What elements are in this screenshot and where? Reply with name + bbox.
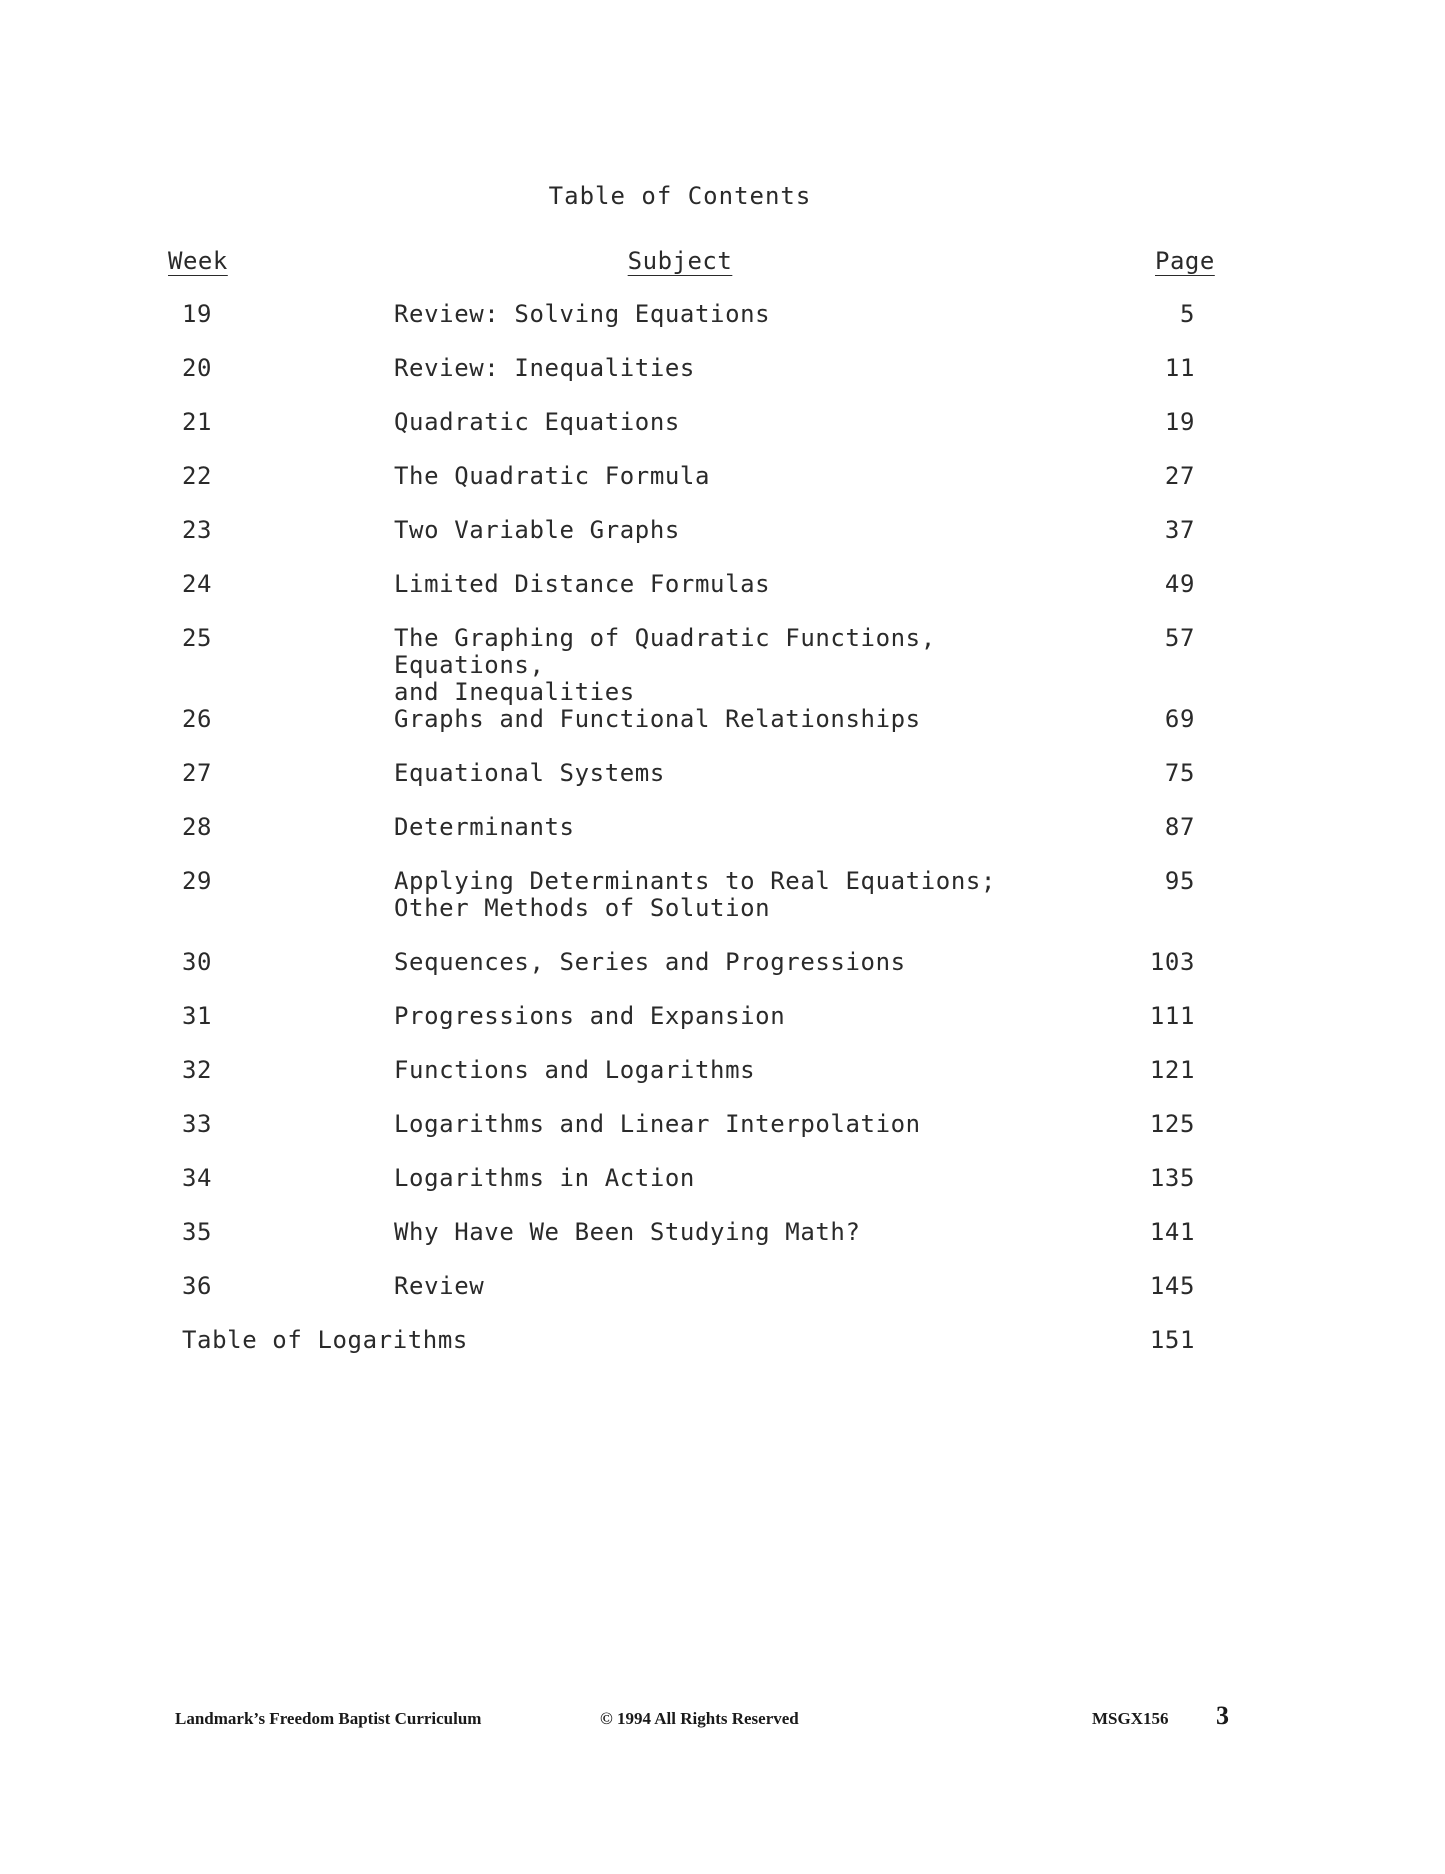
toc-entry-subject: Applying Determinants to Real Equations; Other Methods of Solution: [394, 867, 996, 922]
toc-entry-page: 69: [1164, 705, 1195, 733]
toc-entry-subject: The Quadratic Formula: [394, 462, 711, 490]
toc-entry-subject: The Graphing of Quadratic Functions, Equations, and Inequalities: [394, 624, 936, 706]
footer-copyright: © 1994 All Rights Reserved: [600, 1709, 799, 1728]
toc-entry-page: 11: [1164, 354, 1195, 382]
toc-entry-week: 28: [182, 813, 213, 841]
toc-entry-subject: Logarithms in Action: [394, 1164, 695, 1192]
toc-entry-page: 37: [1164, 516, 1195, 544]
toc-entry-page: 49: [1164, 570, 1195, 598]
footer-page-number: 3: [1216, 1701, 1229, 1730]
toc-entry-page: 135: [1149, 1164, 1195, 1192]
toc-entry-week: 22: [182, 462, 213, 490]
toc-entry-week: 36: [182, 1272, 213, 1300]
toc-entry-subject: Functions and Logarithms: [394, 1056, 756, 1084]
toc-entry-subject: Sequences, Series and Progressions: [394, 948, 906, 976]
toc-entry-subject: Quadratic Equations: [394, 408, 680, 436]
toc-entry-week: 26: [182, 705, 213, 733]
toc-entry-subject: Progressions and Expansion: [394, 1002, 786, 1030]
toc-entry-page: 103: [1149, 948, 1195, 976]
toc-entry-week: 23: [182, 516, 213, 544]
toc-entry-page: 121: [1149, 1056, 1195, 1084]
toc-entry-subject: Why Have We Been Studying Math?: [394, 1218, 861, 1246]
toc-entry-page: 95: [1164, 867, 1195, 895]
toc-entry-week: 34: [182, 1164, 213, 1192]
page-title: Table of Contents: [548, 182, 812, 210]
toc-entry-week: 20: [182, 354, 213, 382]
toc-entry-week: 32: [182, 1056, 213, 1084]
toc-entry-week: 31: [182, 1002, 213, 1030]
column-header-week: Week: [168, 247, 228, 275]
toc-entry-week: 33: [182, 1110, 213, 1138]
toc-entry-subject: Graphs and Functional Relationships: [394, 705, 921, 733]
toc-entry-subject: Two Variable Graphs: [394, 516, 680, 544]
toc-entry-page: 87: [1164, 813, 1195, 841]
toc-entry-week: 25: [182, 624, 213, 652]
toc-entry-page: 125: [1149, 1110, 1195, 1138]
toc-entry-page: 141: [1149, 1218, 1195, 1246]
toc-entry-week: 19: [182, 300, 213, 328]
toc-entry-week: 29: [182, 867, 213, 895]
toc-entry-week: 24: [182, 570, 213, 598]
footer-document-code: MSGX156: [1092, 1709, 1169, 1728]
toc-entry-page: 19: [1164, 408, 1195, 436]
toc-entry-week: 30: [182, 948, 213, 976]
toc-entry-week: 21: [182, 408, 213, 436]
toc-entry-page: 145: [1149, 1272, 1195, 1300]
footer-publisher: Landmark’s Freedom Baptist Curriculum: [175, 1709, 482, 1728]
column-header-subject: Subject: [627, 247, 733, 275]
toc-appendix-title: Table of Logarithms: [182, 1326, 468, 1354]
toc-entry-subject: Logarithms and Linear Interpolation: [394, 1110, 921, 1138]
toc-entry-page: 111: [1149, 1002, 1195, 1030]
toc-entry-week: 35: [182, 1218, 213, 1246]
toc-entry-page: 27: [1164, 462, 1195, 490]
toc-entry-page: 75: [1164, 759, 1195, 787]
toc-entry-subject: Review: Inequalities: [394, 354, 695, 382]
column-header-page: Page: [1155, 247, 1215, 275]
toc-entry-subject: Limited Distance Formulas: [394, 570, 771, 598]
toc-entry-subject: Determinants: [394, 813, 575, 841]
toc-appendix-page: 151: [1149, 1326, 1195, 1354]
toc-entry-page: 5: [1179, 300, 1195, 328]
toc-entry-subject: Equational Systems: [394, 759, 665, 787]
toc-entry-page: 57: [1164, 624, 1195, 652]
toc-entry-week: 27: [182, 759, 213, 787]
toc-entry-subject: Review: [394, 1272, 485, 1300]
toc-entry-subject: Review: Solving Equations: [394, 300, 771, 328]
